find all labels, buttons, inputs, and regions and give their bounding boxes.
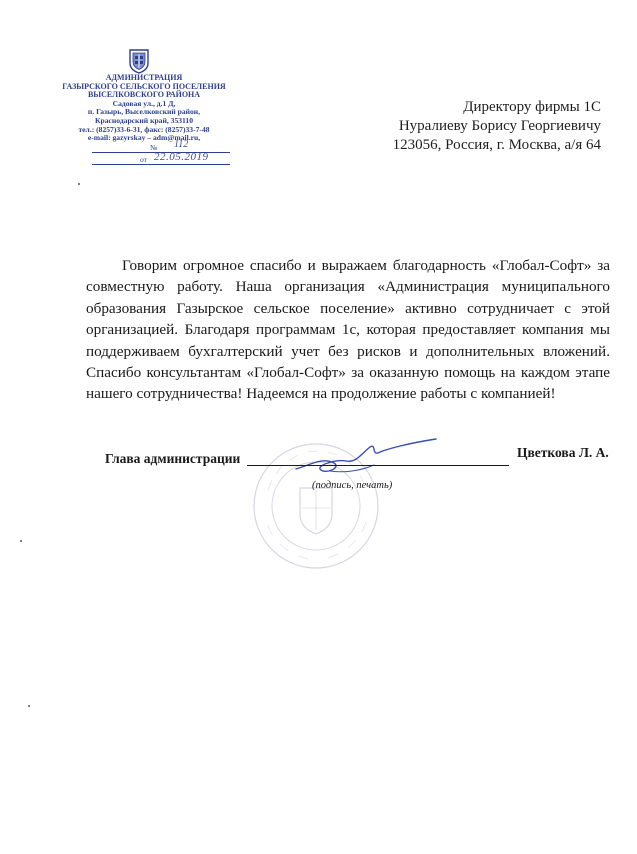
letter-body [86, 255, 610, 405]
signature-line [247, 465, 509, 466]
letterhead-address-line: Садовая ул., д.1 Д, [112, 98, 176, 108]
letterhead-org-line: АДМИНИСТРАЦИЯ [105, 73, 183, 82]
letterhead-phone-line: тел.: (8257)33-6-31, факс: (8257)33-7-48 [78, 124, 210, 134]
addressee-block [393, 98, 601, 155]
letterhead-address-line: п. Газырь, Выселковский район, [87, 107, 201, 117]
signatory-name: Цветкова Л. А. [517, 445, 609, 460]
scan-speck [20, 540, 22, 542]
addressee-address: 123056, Россия, г. Москва, а/я 64 [392, 137, 601, 153]
letterhead-org-line: ВЫСЕЛКОВСКОГО РАЙОНА [87, 90, 201, 100]
reg-number-value: 112 [174, 139, 189, 150]
letterhead [52, 74, 236, 143]
addressee-position: Директору фирмы 1С [463, 99, 601, 115]
reg-number-label: № [150, 143, 158, 152]
signatory-title: Глава администрации [105, 451, 241, 466]
body-paragraph: Говорим огромное спасибо и выражаем благодарность «Глобал-Софт» за совместную работу. Наша организация «Администрация муниципального образования Газырское сельское поселение» активно сотрудничает с этой организацией. Благодаря программам 1с, которая предоставляет компания мы поддерживаем бухгалтерский учет без рисков и дополнительных вложений. Спасибо консультантам «Глобал-Софт» за оказанную помощь на каждом этапе нашего сотрудничества! Надеемся на продолжение работы с компанией! [86, 257, 610, 403]
signature-caption: (подпись, печать) [312, 480, 393, 491]
letterhead-org-line: ГАЗЫРСКОГО СЕЛЬСКОГО ПОСЕЛЕНИЯ [62, 81, 226, 91]
reg-date-value: 22.05.2019 [154, 151, 209, 163]
letterhead-address-line: Краснодарский край, 353110 [94, 115, 194, 125]
registration-block [92, 139, 232, 172]
coat-of-arms-icon [128, 48, 150, 74]
reg-date-label: от [140, 155, 147, 164]
scan-speck [28, 705, 30, 707]
letterhead-email-line: e-mail: gazyrskay – adm@mail.ru, [87, 133, 201, 143]
signature-row [105, 445, 615, 481]
scan-speck [78, 183, 80, 185]
addressee-name: Нуралиеву Борису Георгиевичу [398, 118, 601, 134]
